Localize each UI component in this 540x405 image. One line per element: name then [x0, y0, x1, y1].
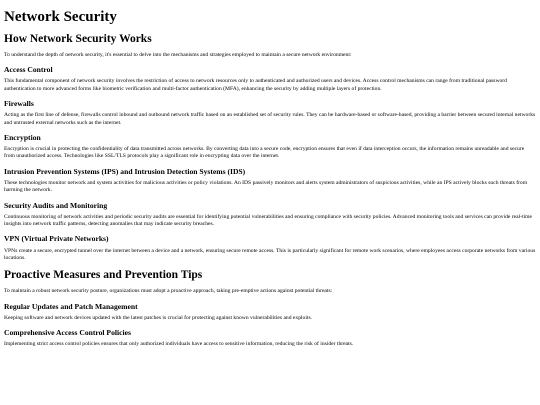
paragraph-security-audits: Continuous monitoring of network activities and periodic security audits are essential for identifying potential vulnerabilities and ensuring compliance with security policies. Advanced monitoring tools and services can provide real-time insights into network traffic patterns, detecting anomalies that may indicate security breaches.: [4, 213, 533, 228]
paragraph-firewalls: Acting as the first line of defense, firewalls control inbound and outbound network traffic based on an established set of security rules. They can be hardware-based or software-based, providing a barrier between secured internal networks and untrusted external networks such as the internet.: [4, 112, 536, 126]
section-intro: To understand the depth of network security, it's essential to delve into the mechanisms and strategies employed to maintain a secure network environment:: [4, 51, 352, 58]
paragraph-access-policies: Implementing strict access control policies ensures that only authorized individuals have access to sensitive information, reducing the risk of insider threats.: [4, 341, 354, 348]
subheading-updates-patches: Regular Updates and Patch Management: [4, 301, 138, 311]
paragraph-ips-ids: These technologies monitor network and system activities for malicious activities or policy violations. An IDS passively monitors and alerts system administrators of suspicious activities, while an IPS actively blocks such threats from harming the network.: [4, 179, 528, 194]
section-proactive-measures: [4, 269, 536, 348]
paragraph-access-control: This fundamental component of network security involves the restriction of access to network resources only to authenticated and authorized users and devices. Access control mechanisms can range from traditional password authentication to more advanced forms like biometric verification and multi-factor authentication (MFA), enhancing the security by adding multiple layers of protection.: [4, 78, 507, 92]
subheading-vpn: VPN (Virtual Private Networks): [4, 234, 109, 244]
subheading-access-policies: Comprehensive Access Control Policies: [4, 327, 131, 337]
section-heading: How Network Security Works: [4, 33, 152, 45]
section-heading: Proactive Measures and Prevention Tips: [4, 269, 203, 282]
section-how-it-works: [4, 33, 536, 262]
page-title: Network Security: [4, 9, 117, 25]
subheading-ips-ids: Intrusion Prevention Systems (IPS) and Intrusion Detection Systems (IDS): [4, 166, 246, 176]
paragraph-vpn: VPNs create a secure, encrypted tunnel over the internet between a device and a network, ensuring secure remote access. This is particularly significant for remote work scenarios, where employees access corporate networks from various locations.: [4, 247, 536, 261]
subheading-firewalls: Firewalls: [4, 99, 34, 109]
subheading-encryption: Encryption: [4, 132, 41, 142]
section-intro: To maintain a robust network security posture, organizations must adopt a proactive approach, taking pre-emptive actions against potential threats:: [4, 288, 333, 295]
paragraph-updates-patches: Keeping software and network devices updated with the latest patches is crucial for protecting against known vulnerabilities and exploits.: [4, 314, 313, 321]
subheading-security-audits: Security Audits and Monitoring: [4, 200, 108, 210]
paragraph-encryption: Encryption is crucial in protecting the confidentiality of data transmitted across networks. By converting data into a secure code, encryption ensures that even if data interception occurs, the information remains unreadable and secure from unauthorized access. Technologies like SSL/TLS protocols play a significant role in encrypting data over the internet.: [4, 146, 525, 160]
subheading-access-control: Access Control: [4, 65, 53, 75]
